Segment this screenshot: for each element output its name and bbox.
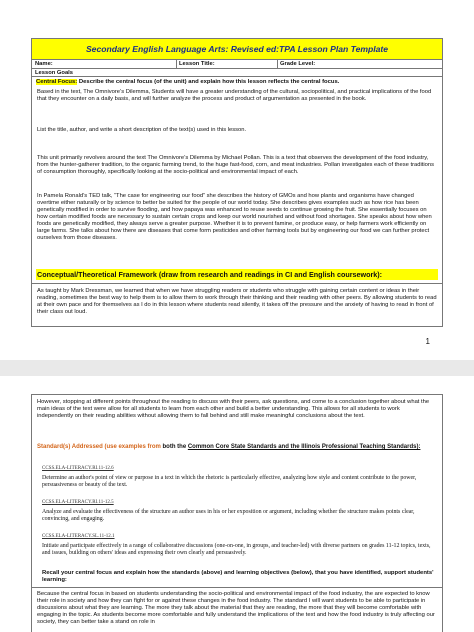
recall-paragraph: Because the central focus in based on students understanding the socio-political and environmental impact of the food industry, the are expected to know their role in society and how they can fight for or against these changes in the food industry. The standard I will want students to be able to participate in discussions about what they are learning. The more they talk about the material that they are reading, the more that they will become comfortable with engaging in the topic. As students become more comfortable and fully understand the implications of the text and how the food industry is truly affecting our society, they can better take a stand on role in bbox=[37, 591, 435, 625]
header-divider bbox=[277, 60, 278, 68]
recall-heading: Recall your central focus and explain how the standards (above) and learning objectives (below), that you have identified, support students' learning: bbox=[42, 570, 434, 583]
header-divider bbox=[176, 60, 177, 68]
grade-level-label: Grade Level: bbox=[280, 61, 316, 67]
standard-description: Analyze and evaluate the effectiveness of the structure an author uses in his or her exposition or argument, including whether the structure makes points clear, convincing, and engaging. bbox=[42, 509, 415, 522]
text-description-prompt: List the title, author, and write a short description of the text(s) used in this lesson. bbox=[37, 127, 247, 133]
standards-link: Common Core State Standards and the Illinois Professional Teaching Standards): bbox=[187, 444, 421, 450]
standard-description: Determine an author's point of view or purpose in a text in which the rhetoric is particularly effective, analyzing how style and content contribute to the power, persuasiveness or beauty of the text. bbox=[42, 475, 417, 488]
ted-talk-paragraph: In Pamela Ronald’s TED talk, “The case for engineering our food” she describes the history of GMOs and how plants and organisms have changed overtime either naturally or by science to better be suited for the people of our world today. She describes gives examples such as how rice has been genetically modified in order to survive flooding, and how papaya was enhanced to reuse seeds to continue growing the fruit. She essentially focuses on how certain modified foods are necessary to sustain certain crops and keep our world nourished and without food shortages. She speaks about how when foods are genetically modified, they always serve a greater purpose. Whether it is to prevent famine, or produce easy, or help farmers work efficiently on large farms. She talks about how there are diseases that come form pesticides and other farming tools but by engineering our food we can further protect ourselves from those diseases. bbox=[37, 193, 432, 241]
divider-line bbox=[32, 587, 442, 588]
divider-line bbox=[32, 283, 442, 284]
central-focus-label: Central Focus: bbox=[36, 79, 78, 85]
framework-paragraph: As taught by Mark Dressman, we learned that when we have struggling readers or students who struggle with gaining certain content or ideas in their reading, sometimes the best way to help them is to allow them to work through their thinking and their reading with other peers. By allowing students to read at their own pace and for themselves as I do in this lesson where students read silently, it takes off the pressure and the anxiety of having to read in front of their class out loud. bbox=[37, 288, 437, 315]
template-title-banner bbox=[31, 38, 443, 60]
lesson-goals-section bbox=[31, 69, 443, 327]
page-number: 1 bbox=[425, 337, 430, 346]
header-row bbox=[31, 60, 443, 69]
standards-both: both bbox=[162, 444, 176, 450]
page-separator bbox=[0, 360, 474, 376]
standard-code: CCSS.ELA-LITERACY.RI.11-12.5 bbox=[42, 500, 114, 505]
document-page-2 bbox=[0, 376, 474, 632]
text-description-paragraph: This unit primarily revolves around the text The Omnivore’s Dilemma by Michael Pollan. This is a text that observes the development of the food industry, from the hunter-gatherer tradition, to the organic farming trend, to the huge fast-food, corn, and meat industries. Pollan investigates each of these traditions of consumption thoroughly, specifically looking at the socio-political and environmental impact of each. bbox=[37, 155, 434, 175]
central-focus-heading bbox=[36, 79, 339, 85]
standards-section bbox=[31, 394, 443, 632]
template-title: Secondary English Language Arts: Revised ed:TPA Lesson Plan Template bbox=[85, 44, 389, 54]
lesson-title-label: Lesson Title: bbox=[179, 61, 215, 67]
standard-description: Initiate and participate effectively in a range of collaborative discussions (one-on-one, in groups, and teacher-led) with diverse partners on grades 11-12 topics, texts, and issues, building on others' ideas and expressing their own clearly and persuasively. bbox=[42, 543, 431, 556]
standards-the: the bbox=[177, 444, 187, 450]
standard-code: CCSS.ELA-LITERACY.RI.11-12.6 bbox=[42, 466, 114, 471]
central-focus-prompt: Describe the central focus (of the unit) and explain how this lesson reflects the central focus. bbox=[78, 79, 340, 85]
standards-label: Standard(s) Addressed (use examples from bbox=[37, 444, 161, 450]
lesson-goals-heading: Lesson Goals bbox=[32, 69, 442, 77]
framework-heading: Conceptual/Theoretical Framework (draw from research and readings in CI and English coursework): bbox=[36, 269, 438, 280]
name-label: Name: bbox=[35, 61, 53, 67]
standards-heading bbox=[37, 443, 437, 451]
framework-continued-paragraph: However, stopping at different points throughout the reading to discuss with their peers, ask questions, and come to a conclusion together about what the main ideas of the text were allow for all students to learn from each other and build a better understanding. This allows for all students to work independently on their reading abilities without allowing them to fall behind and still make meaningful conclusions about the text. bbox=[37, 399, 430, 419]
central-focus-text: Based in the text, The Omnivore’s Dilemma, Students will have a greater understanding of the cultural, sociopolitical, and practical implications of the food that they encounter on a daily basis, and will further analyze the process and product of argumentation as presented in the book. bbox=[37, 89, 432, 102]
standard-code: CCSS.ELA-LITERACY.SL.11-12.1 bbox=[42, 534, 115, 539]
